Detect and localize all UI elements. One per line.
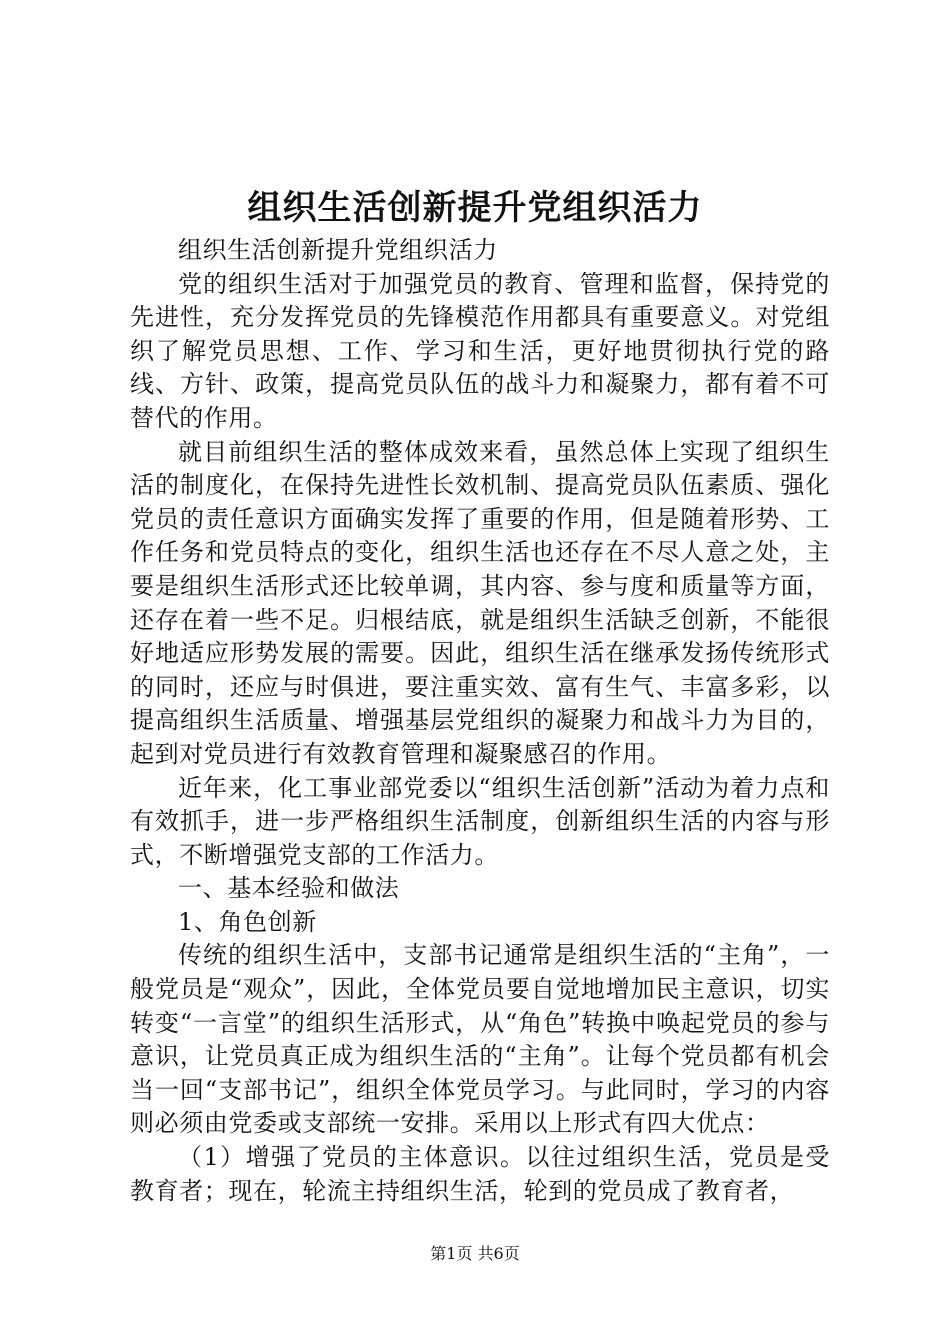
- paragraph: 就目前组织生活的整体成效来看，虽然总体上实现了组织生活的制度化，在保持先进性长效机制、提高党员队伍素质、强化党员的责任意识方面确实发挥了重要的作用，但是随着形势、工作任务和党员特点的变化，组织生活也还存在不尽人意之处，主要是组织生活形式还比较单调，其内容、参与度和质量等方面，还存在着一些不足。归根结底，就是组织生活缺乏创新，不能很好地适应形势发展的需要。因此，组织生活在继承发扬传统形式的同时，还应与时俱进，要注重实效、富有生气、丰富多彩，以提高组织生活质量、增强基层党组织的凝聚力和战斗力为目的，起到对党员进行有效教育管理和凝聚感召的作用。: [130, 437, 830, 768]
- paragraph: 党的组织生活对于加强党员的教育、管理和监督，保持党的先进性，充分发挥党员的先锋模范作用都具有重要意义。对党组织了解党员思想、工作、学习和生活，更好地贯彻执行党的路线、方针、政策，提高党员队伍的战斗力和凝聚力，都有着不可替代的作用。: [130, 269, 830, 432]
- paragraph-subtitle: 组织生活创新提升党组织活力: [178, 236, 498, 264]
- paragraph: （1）增强了党员的主体意识。以往过组织生活，党员是受教育者；现在，轮流主持组织生活，轮到的党员成了教育者，: [130, 1143, 830, 1205]
- section-heading: 一、基本经验和做法: [178, 874, 400, 903]
- document-title: 组织生活创新提升党组织活力: [247, 188, 703, 228]
- paragraph: 近年来，化工事业部党委以“组织生活创新”活动为着力点和有效抓手，进一步严格组织生活制度，创新组织生活的内容与形式，不断增强党支部的工作活力。: [130, 773, 830, 869]
- subsection-heading: 1、角色创新: [178, 907, 317, 936]
- page-footer: 第1页 共6页: [430, 1244, 520, 1263]
- paragraph: 传统的组织生活中，支部书记通常是组织生活的“主角”，一般党员是“观众”，因此，全体党员要自觉地增加民主意识，切实转变“一言堂”的组织生活形式，从“角色”转换中唤起党员的参与意识，让党员真正成为组织生活的“主角”。让每个党员都有机会当一回“支部书记”，组织全体党员学习。与此同时，学习的内容则必须由党委或支部统一安排。采用以上形式有四大优点：: [130, 941, 830, 1138]
- document-body: [130, 234, 830, 1208]
